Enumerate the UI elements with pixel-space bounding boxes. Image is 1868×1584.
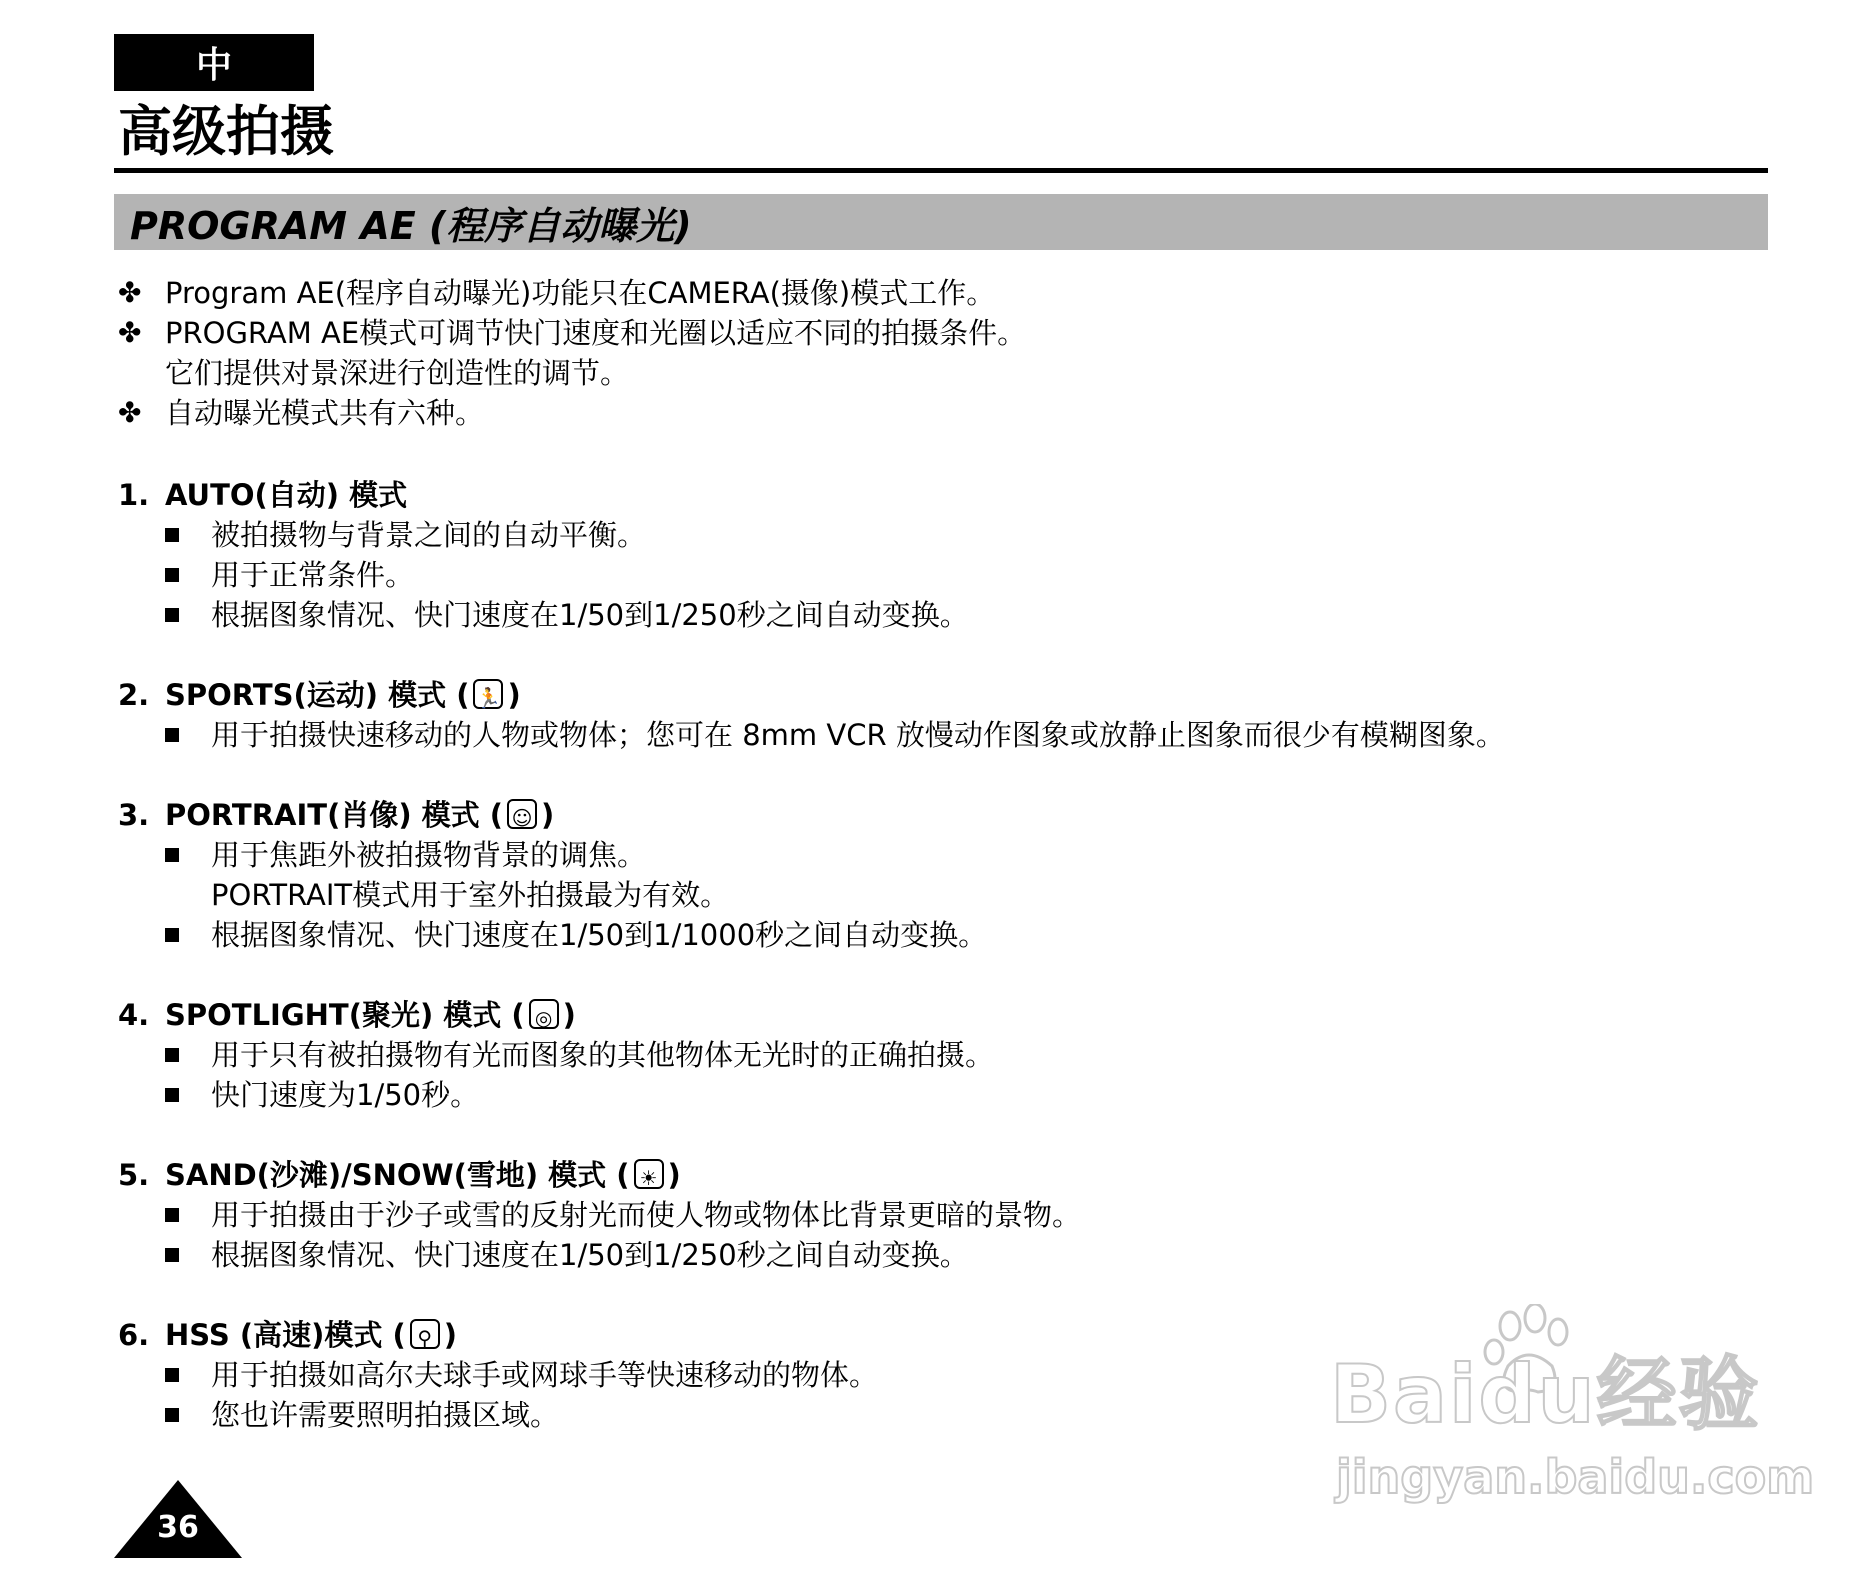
- spotlight-icon: ◎: [529, 999, 559, 1029]
- square-bullet-icon: [165, 928, 179, 942]
- mode-bullet: [165, 515, 1718, 555]
- square-bullet-icon: [165, 528, 179, 542]
- mode-title: SAND(沙滩)/SNOW(雪地) 模式 (: [165, 1158, 630, 1192]
- mode-bullet-text: 快门速度为1/50秒。: [211, 1078, 480, 1112]
- mode-heading: [118, 675, 1718, 715]
- mode-bullet-text: 您也许需要照明拍摄区域。: [211, 1398, 560, 1432]
- mode-bullet: [165, 715, 1718, 755]
- mode-bullet: [165, 875, 1718, 915]
- square-bullet-icon: [165, 728, 179, 742]
- mode-bullet: [165, 1035, 1718, 1075]
- mode-number: 4.: [118, 998, 150, 1032]
- square-bullet-icon: [165, 1208, 179, 1222]
- intro-text: 它们提供对景深进行创造性的调节。: [165, 356, 630, 390]
- intro-item: [118, 393, 1678, 433]
- sand-snow-icon: ☀: [634, 1159, 664, 1189]
- mode-bullet: [165, 835, 1718, 875]
- mode-bullet-text: 根据图象情况、快门速度在1/50到1/250秒之间自动变换。: [211, 598, 969, 632]
- mode-title-close: ): [443, 1318, 457, 1352]
- mode-number: 2.: [118, 678, 150, 712]
- section-header: [114, 194, 1768, 250]
- section-title: PROGRAM AE (程序自动曝光): [130, 203, 692, 248]
- portrait-icon: ☺: [507, 799, 537, 829]
- mode-bullet-text: 用于拍摄由于沙子或雪的反射光而使人物或物体比背景更暗的景物。: [211, 1198, 1082, 1232]
- mode-title-close: ): [507, 678, 521, 712]
- square-bullet-icon: [165, 608, 179, 622]
- mode-title-close: ): [667, 1158, 681, 1192]
- square-bullet-icon: [165, 1408, 179, 1422]
- square-bullet-icon: [165, 568, 179, 582]
- mode-title-close: ): [562, 998, 576, 1032]
- mode-bullet-text: 用于只有被拍摄物有光而图象的其他物体无光时的正确拍摄。: [211, 1038, 995, 1072]
- square-bullet-icon: [165, 1248, 179, 1262]
- mode-heading: [118, 795, 1718, 835]
- intro-text: 自动曝光模式共有六种。: [165, 396, 485, 430]
- mode-section: [118, 795, 1718, 955]
- mode-section: [118, 995, 1718, 1115]
- mode-bullet: [165, 595, 1718, 635]
- hss-icon: ⚲: [410, 1319, 440, 1349]
- mode-number: 1.: [118, 478, 150, 512]
- mode-bullet-text: 根据图象情况、快门速度在1/50到1/1000秒之间自动变换。: [211, 918, 988, 952]
- intro-item: [118, 313, 1678, 353]
- square-bullet-icon: [165, 1368, 179, 1382]
- mode-title: SPORTS(运动) 模式 (: [165, 678, 470, 712]
- mode-bullet-text: 用于焦距外被拍摄物背景的调焦。: [211, 838, 647, 872]
- intro-list: [118, 273, 1678, 433]
- mode-section: [118, 475, 1718, 635]
- mode-bullet-text: 根据图象情况、快门速度在1/50到1/250秒之间自动变换。: [211, 1238, 969, 1272]
- mode-title: AUTO(自动) 模式: [165, 478, 408, 512]
- mode-section: [118, 1155, 1718, 1275]
- mode-title: PORTRAIT(肖像) 模式 (: [165, 798, 504, 832]
- mode-title: SPOTLIGHT(聚光) 模式 (: [165, 998, 525, 1032]
- mode-bullet-text: 用于拍摄如高尔夫球手或网球手等快速移动的物体。: [211, 1358, 879, 1392]
- page-number: 36: [157, 1510, 199, 1545]
- clover-bullet-icon: ✤: [118, 276, 142, 309]
- mode-bullet: [165, 1195, 1718, 1235]
- sports-icon: 🏃: [473, 679, 503, 709]
- watermark: [1330, 1310, 1815, 1530]
- square-bullet-icon: [165, 1048, 179, 1062]
- clover-bullet-icon: ✤: [118, 396, 142, 429]
- square-bullet-icon: [165, 1088, 179, 1102]
- mode-number: 6.: [118, 1318, 150, 1352]
- mode-heading: [118, 995, 1718, 1035]
- mode-section: [118, 675, 1718, 755]
- title-rule: [114, 168, 1768, 173]
- intro-text: PROGRAM AE模式可调节快门速度和光圈以适应不同的拍摄条件。: [165, 316, 1027, 350]
- watermark-url: jingyan.baidu.com: [1336, 1450, 1815, 1504]
- mode-title: HSS (高速)模式 (: [165, 1318, 406, 1352]
- mode-bullet: [165, 555, 1718, 595]
- language-tab: 中: [114, 34, 314, 91]
- mode-bullet: [165, 915, 1718, 955]
- mode-bullet-text: PORTRAIT模式用于室外拍摄最为有效。: [211, 878, 730, 912]
- mode-number: 3.: [118, 798, 150, 832]
- mode-bullet-text: 被拍摄物与背景之间的自动平衡。: [211, 518, 647, 552]
- clover-bullet-icon: ✤: [118, 316, 142, 349]
- page-title: 高级拍摄: [118, 100, 334, 163]
- mode-number: 5.: [118, 1158, 150, 1192]
- mode-heading: [118, 475, 1718, 515]
- intro-item: [118, 273, 1678, 313]
- mode-heading: [118, 1155, 1718, 1195]
- mode-bullet: [165, 1075, 1718, 1115]
- mode-bullet-text: 用于拍摄快速移动的人物或物体；您可在 8mm VCR 放慢动作图象或放静止图象而很少有模糊图象。: [211, 718, 1505, 752]
- mode-bullet-text: 用于正常条件。: [211, 558, 415, 592]
- square-bullet-icon: [165, 848, 179, 862]
- mode-bullet: [165, 1235, 1718, 1275]
- mode-title-close: ): [541, 798, 555, 832]
- intro-item: [118, 353, 1678, 393]
- watermark-logo: Baidu经验: [1330, 1348, 1761, 1441]
- intro-text: Program AE(程序自动曝光)功能只在CAMERA(摄像)模式工作。: [165, 276, 996, 310]
